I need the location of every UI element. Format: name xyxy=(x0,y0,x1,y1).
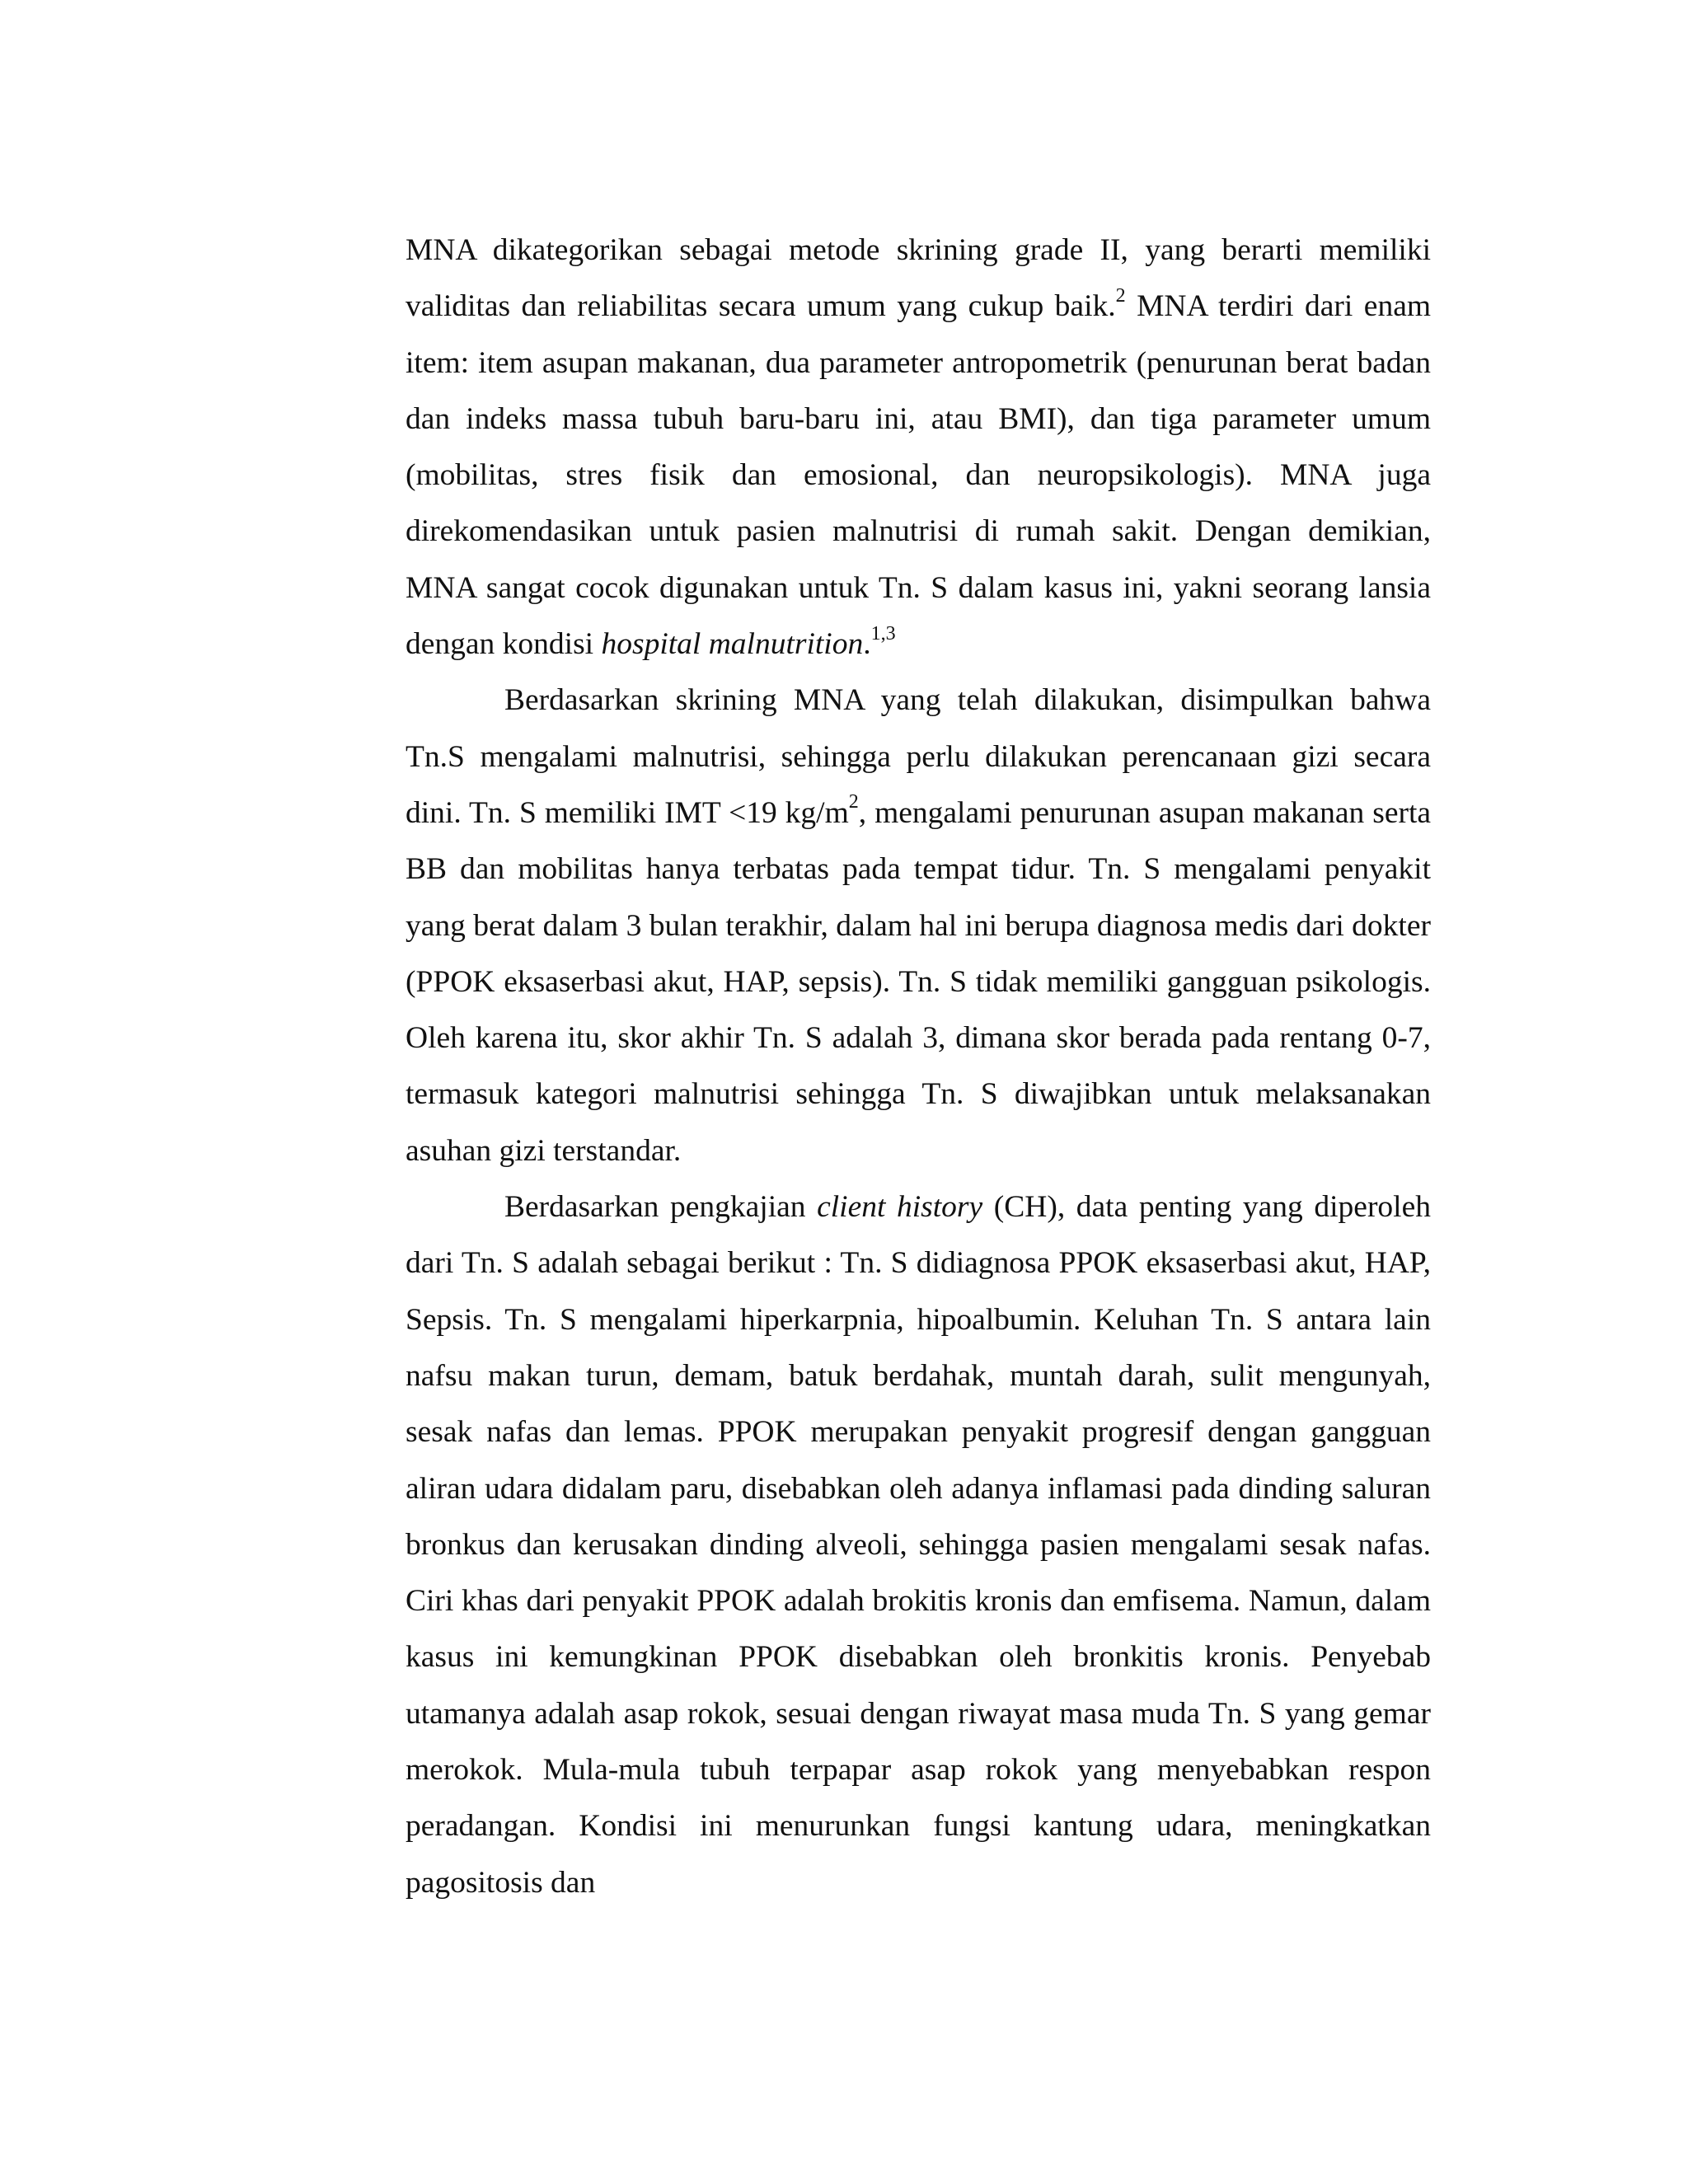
text-run: , mengalami penurunan asupan makanan serta BB dan mobilitas hanya terbatas pada tempat tidur. Tn. S mengalami penyakit yang berat dalam 3 bulan terakhir, dalam hal ini berupa diagnosa medis dari dokter (PPOK eksaserbasi akut, HAP, sepsis). Tn. S tidak memiliki gangguan psikologis. Oleh karena itu, skor akhir Tn. S adalah 3, dimana skor berada pada rentang 0-7, termasuk kategori malnutrisi sehingga Tn. S diwajibkan untuk melaksanakan asuhan gizi terstandar. xyxy=(406,795,1432,1168)
text-run: MNA dikategorikan sebagai metode skrining grade II, yang berarti memiliki validitas dan reliabilitas secara umum yang cukup baik. xyxy=(406,233,1431,324)
text-run: Berdasarkan pengkajian xyxy=(504,1190,818,1225)
paragraph-mna-description xyxy=(406,223,1431,673)
citation-superscript: 2 xyxy=(1115,284,1126,307)
italic-term: hospital malnutrition xyxy=(601,627,864,662)
paragraph-mna-screening-result xyxy=(406,673,1431,1179)
unit-superscript: 2 xyxy=(848,791,859,813)
italic-term: client history xyxy=(817,1190,983,1225)
paragraph-client-history xyxy=(406,1179,1431,1911)
body-text xyxy=(406,223,1431,1911)
text-run: . xyxy=(863,627,871,662)
text-run: (CH), data penting yang diperoleh dari Tn. S adalah sebagai berikut : Tn. S didiagnosa PPOK eksaserbasi akut, HAP, Sepsis. Tn. S mengalami hiperkarpnia, hipoalbumin. Keluhan Tn. S antara lain nafsu makan turun, demam, batuk berdahak, muntah darah, sulit mengunyah, sesak nafas dan lemas. PPOK merupakan penyakit progresif dengan gangguan aliran udara didalam paru, disebabkan oleh adanya inflamasi pada dinding saluran bronkus dan kerusakan dinding alveoli, sehingga pasien mengalami sesak nafas. Ciri khas dari penyakit PPOK adalah brokitis kronis dan emfisema. Namun, dalam kasus ini kemungkinan PPOK disebabkan oleh bronkitis kronis. Penyebab utamanya adalah asap rokok, sesuai dengan riwayat masa muda Tn. S yang gemar merokok. Mula-mula tubuh terpapar asap rokok yang menyebabkan respon peradangan. Kondisi ini menurunkan fungsi kantung udara, meningkatkan pagositosis dan xyxy=(406,1190,1431,1900)
citation-superscript: 1,3 xyxy=(870,622,896,644)
text-run: Berdasarkan skrining MNA yang telah dilakukan, disimpulkan bahwa Tn.S mengalami malnutrisi, sehingga perlu dilakukan perencanaan gizi secara dini. Tn. S memiliki IMT <19 kg/m xyxy=(406,683,1431,830)
text-run: MNA terdiri dari enam item: item asupan makanan, dua parameter antropometrik (penurunan berat badan dan indeks massa tubuh baru-baru ini, atau BMI), dan tiga parameter umum (mobilitas, stres fisik dan emosional, dan neuropsikologis). MNA juga direkomendasikan untuk pasien malnutrisi di rumah sakit. Dengan demikian, MNA sangat cocok digunakan untuk Tn. S dalam kasus ini, yakni seorang lansia dengan kondisi xyxy=(406,289,1432,662)
